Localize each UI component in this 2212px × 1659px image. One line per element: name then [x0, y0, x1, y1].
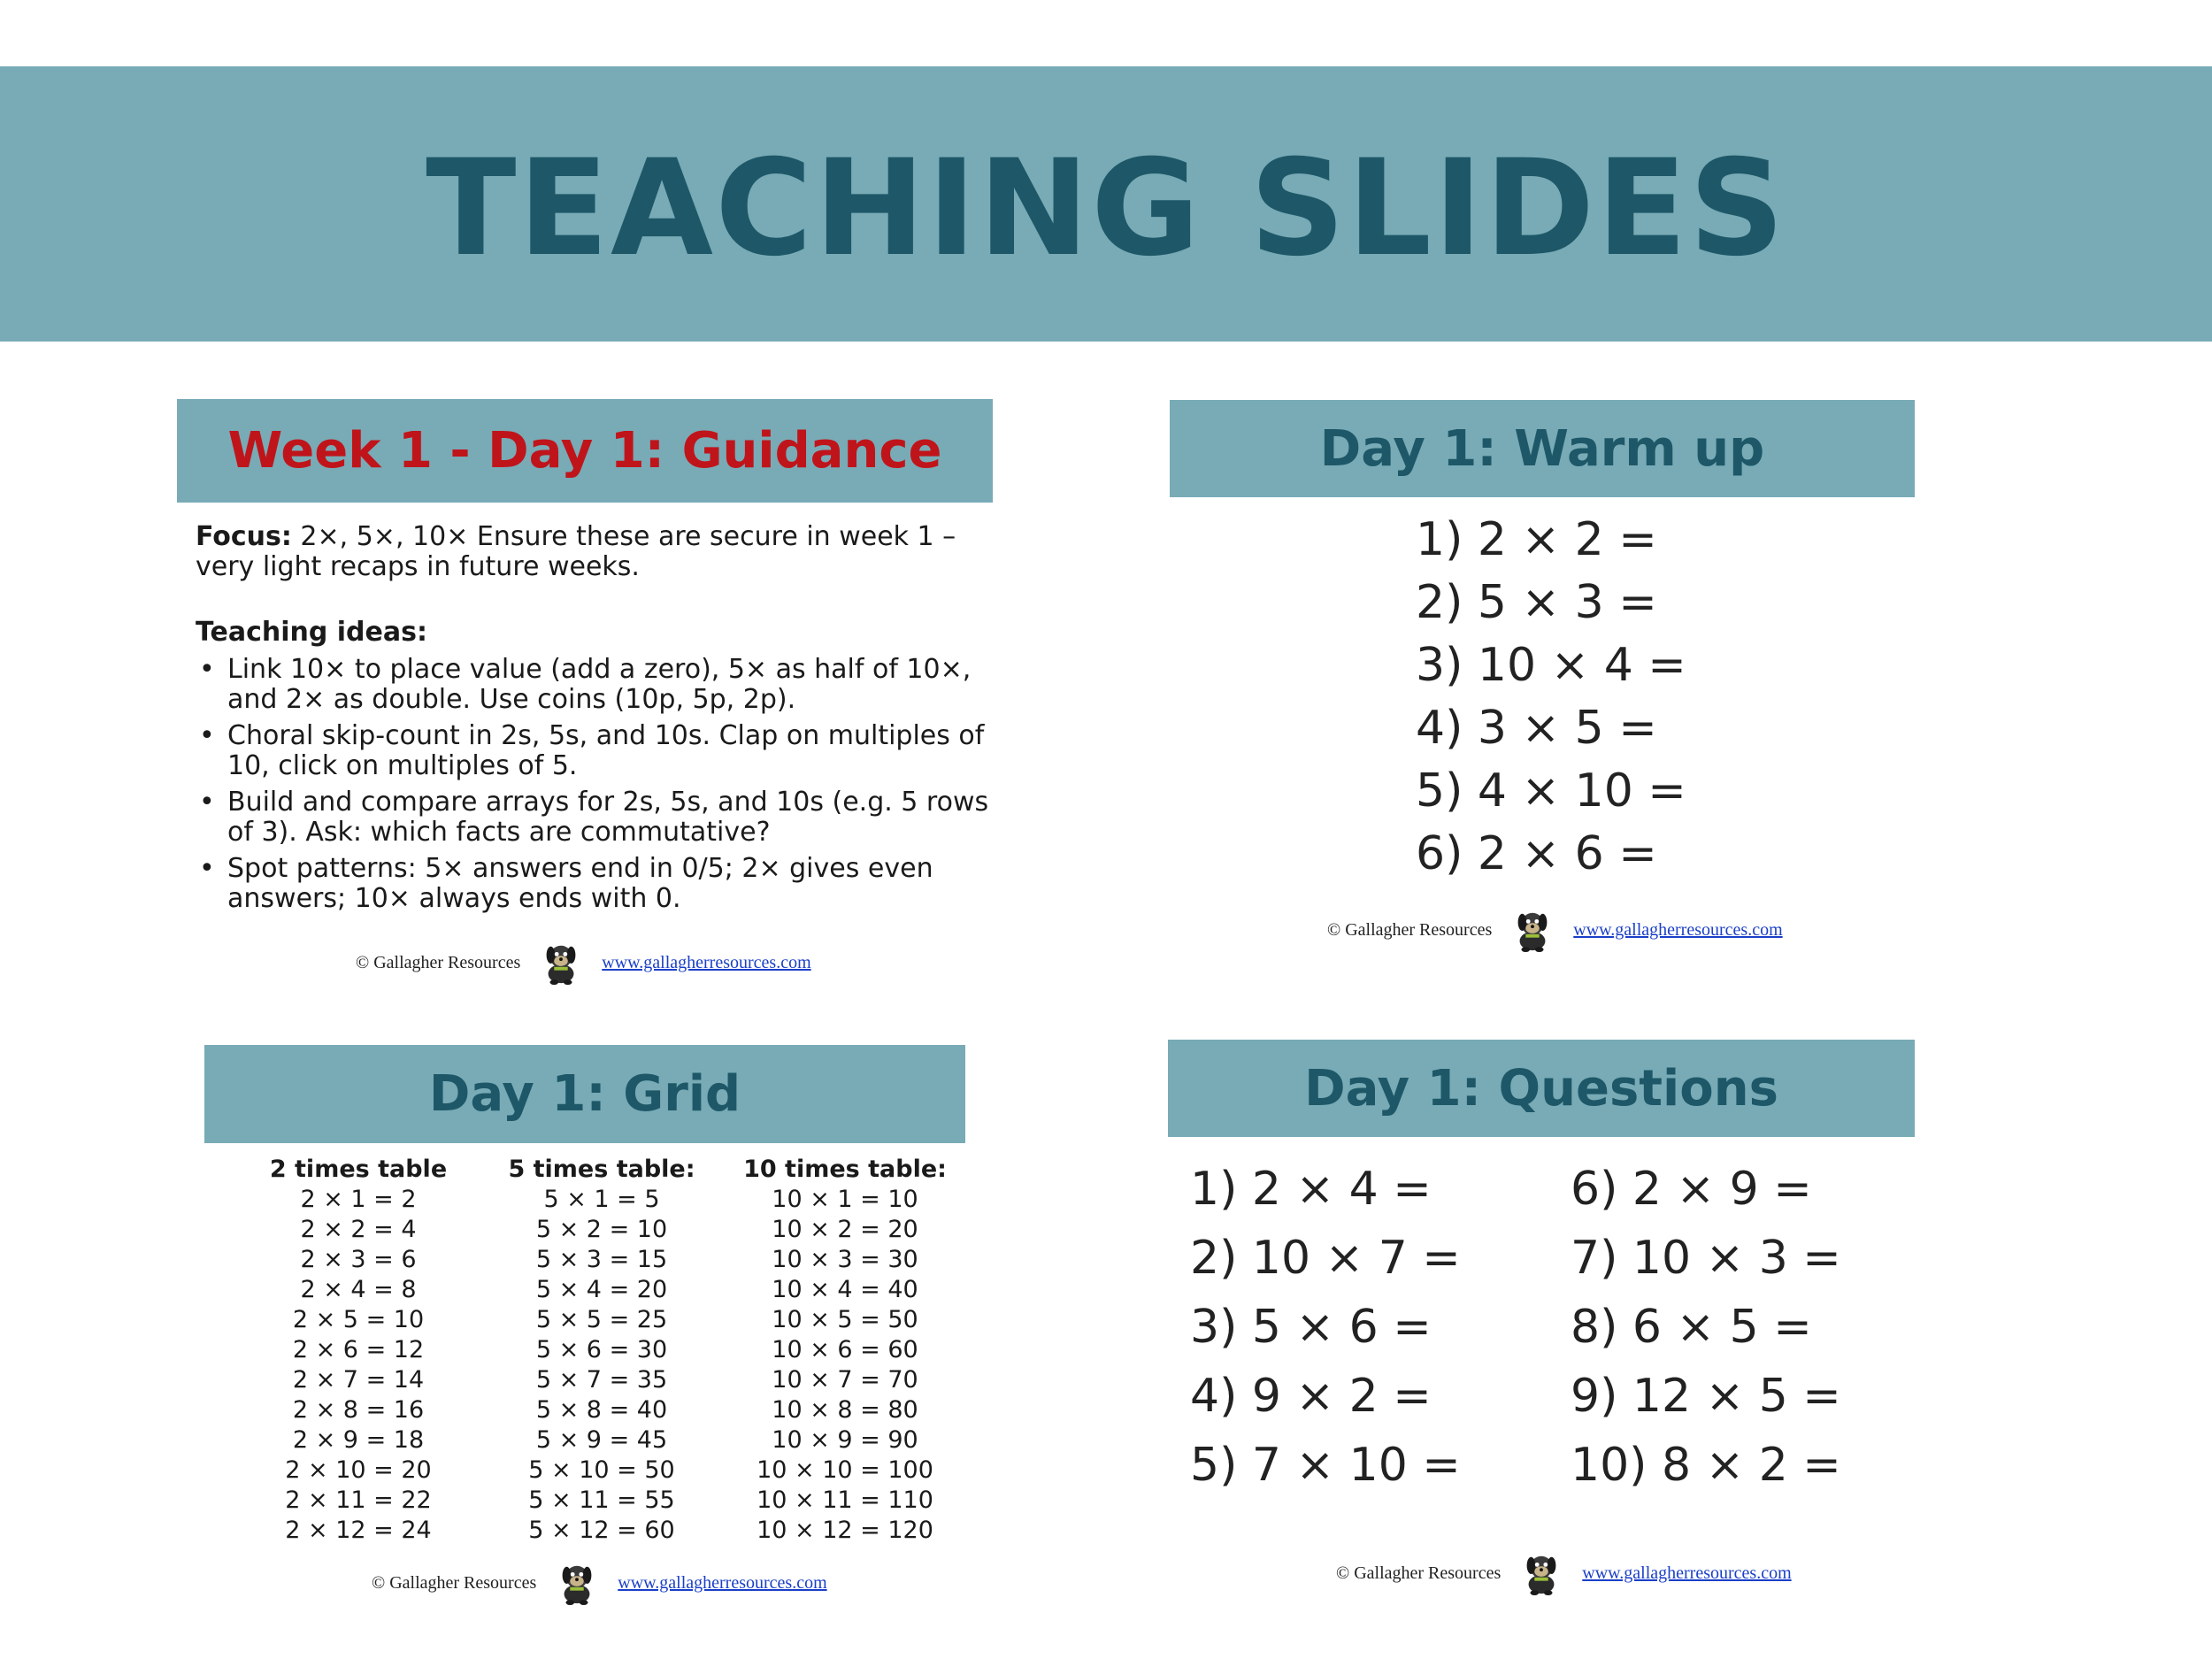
times-table-column — [239, 1155, 478, 1546]
table-row: 2 × 9 = 18 — [292, 1426, 425, 1454]
table-row: 5 × 9 = 45 — [535, 1426, 668, 1454]
copyright-text: © Gallagher Resources — [1336, 1563, 1502, 1583]
table-row: 10 × 3 = 30 — [772, 1246, 918, 1273]
dog-mascot-icon — [1513, 907, 1552, 953]
dog-mascot-icon — [1522, 1550, 1561, 1596]
questions-footer — [1336, 1550, 1792, 1596]
column-header: 10 times table: — [743, 1156, 947, 1183]
focus-label: Focus: — [196, 521, 292, 552]
list-item: • Choral skip-count in 2s, 5s, and 10s. Clap on multiples of 10, click on multiples of 5. — [196, 721, 992, 781]
table-row: 5 × 2 = 10 — [535, 1216, 668, 1243]
dog-mascot-icon — [541, 940, 580, 986]
table-row: 10 × 9 = 90 — [772, 1426, 918, 1454]
table-row: 10 × 10 = 100 — [757, 1456, 933, 1484]
table-row: 10 × 6 = 60 — [772, 1336, 918, 1363]
table-row: 10 × 2 = 20 — [772, 1216, 918, 1243]
website-link[interactable]: www.gallagherresources.com — [618, 1572, 827, 1593]
table-row: 5 × 8 = 40 — [535, 1396, 668, 1424]
times-table-column — [726, 1155, 964, 1546]
list-item: 5) 4 × 10 = — [1416, 764, 1686, 818]
list-item: 5) 7 × 10 = — [1190, 1439, 1461, 1492]
list-item: 6) 2 × 9 = — [1571, 1163, 1812, 1216]
teaching-ideas-label: Teaching ideas: — [196, 617, 427, 648]
table-row: 5 × 3 = 15 — [535, 1246, 668, 1273]
table-row: 5 × 6 = 30 — [535, 1336, 668, 1363]
dog-mascot-icon — [557, 1560, 596, 1606]
copyright-text: © Gallagher Resources — [372, 1572, 537, 1593]
copyright-text: © Gallagher Resources — [1327, 919, 1493, 940]
times-table-column — [482, 1155, 721, 1546]
list-item: 6) 2 × 6 = — [1416, 827, 1657, 880]
table-row: 5 × 1 = 5 — [543, 1186, 660, 1213]
table-row: 10 × 1 = 10 — [772, 1186, 918, 1213]
warmup-header — [1170, 400, 1915, 497]
list-item: 1) 2 × 4 = — [1190, 1163, 1432, 1216]
table-row: 2 × 11 = 22 — [285, 1486, 432, 1514]
questions-right-column — [1571, 1155, 1841, 1500]
list-item: 4) 9 × 2 = — [1190, 1370, 1432, 1423]
column-header: 5 times table: — [508, 1156, 695, 1183]
warmup-footer — [1327, 907, 1783, 953]
table-row: 10 × 12 = 120 — [757, 1517, 933, 1544]
website-link[interactable]: www.gallagherresources.com — [1582, 1563, 1792, 1583]
list-item: 7) 10 × 3 = — [1571, 1232, 1841, 1285]
table-row: 10 × 4 = 40 — [772, 1276, 918, 1303]
list-item: 3) 5 × 6 = — [1190, 1301, 1432, 1354]
table-row: 5 × 12 = 60 — [528, 1517, 675, 1544]
list-item: 8) 6 × 5 = — [1571, 1301, 1812, 1354]
copyright-text: © Gallagher Resources — [356, 952, 521, 972]
table-row: 10 × 5 = 50 — [772, 1306, 918, 1333]
column-header: 2 times table — [269, 1156, 448, 1183]
warmup-title: Day 1: Warm up — [1319, 419, 1765, 478]
list-item: 1) 2 × 2 = — [1416, 513, 1657, 566]
grid-header — [204, 1045, 965, 1143]
website-link[interactable]: www.gallagherresources.com — [1573, 919, 1783, 940]
questions-title: Day 1: Questions — [1304, 1059, 1778, 1118]
table-row: 2 × 7 = 14 — [292, 1366, 425, 1394]
questions-left-column — [1190, 1155, 1461, 1500]
guidance-body — [196, 522, 992, 920]
list-item: 9) 12 × 5 = — [1571, 1370, 1841, 1423]
guidance-footer — [356, 940, 811, 986]
page-title: TEACHING SLIDES — [426, 131, 1786, 286]
table-row: 2 × 8 = 16 — [292, 1396, 425, 1424]
list-item: 10) 8 × 2 = — [1571, 1439, 1841, 1492]
times-tables-grid — [239, 1155, 964, 1546]
table-row: 10 × 8 = 80 — [772, 1396, 918, 1424]
table-row: 10 × 11 = 110 — [757, 1486, 933, 1514]
table-row: 5 × 11 = 55 — [528, 1486, 675, 1514]
table-row: 2 × 1 = 2 — [300, 1186, 417, 1213]
guidance-title: Week 1 - Day 1: Guidance — [227, 422, 942, 480]
title-banner — [0, 66, 2212, 342]
warmup-list — [1416, 509, 1686, 886]
list-item: 3) 10 × 4 = — [1416, 639, 1686, 692]
table-row: 2 × 6 = 12 — [292, 1336, 425, 1363]
list-item: • Spot patterns: 5× answers end in 0/5; 2× gives even answers; 10× always ends with 0. — [196, 854, 992, 914]
questions-header — [1168, 1040, 1915, 1137]
table-row: 5 × 5 = 25 — [535, 1306, 668, 1333]
list-item: 2) 5 × 3 = — [1416, 576, 1657, 629]
table-row: 2 × 10 = 20 — [285, 1456, 432, 1484]
guidance-header — [177, 399, 993, 503]
list-item: • Build and compare arrays for 2s, 5s, and 10s (e.g. 5 rows of 3). Ask: which facts are commutative? — [196, 787, 992, 848]
teaching-ideas-list — [196, 655, 992, 914]
list-item: 4) 3 × 5 = — [1416, 702, 1657, 755]
table-row: 2 × 4 = 8 — [300, 1276, 417, 1303]
table-row: 2 × 2 = 4 — [300, 1216, 417, 1243]
table-row: 5 × 7 = 35 — [535, 1366, 668, 1394]
list-item: 2) 10 × 7 = — [1190, 1232, 1461, 1285]
table-row: 5 × 4 = 20 — [535, 1276, 668, 1303]
grid-title: Day 1: Grid — [428, 1065, 741, 1123]
list-item: • Link 10× to place value (add a zero), 5× as half of 10×, and 2× as double. Use coins (10p, 5p, 2p). — [196, 655, 992, 715]
grid-footer — [372, 1560, 827, 1606]
table-row: 2 × 12 = 24 — [285, 1517, 432, 1544]
website-link[interactable]: www.gallagherresources.com — [602, 952, 811, 972]
table-row: 2 × 5 = 10 — [292, 1306, 425, 1333]
table-row: 10 × 7 = 70 — [772, 1366, 918, 1394]
table-row: 2 × 3 = 6 — [300, 1246, 417, 1273]
focus-text: 2×, 5×, 10× Ensure these are secure in week 1 – very light recaps in future weeks. — [196, 521, 956, 582]
table-row: 5 × 10 = 50 — [528, 1456, 675, 1484]
focus-paragraph — [196, 522, 992, 582]
